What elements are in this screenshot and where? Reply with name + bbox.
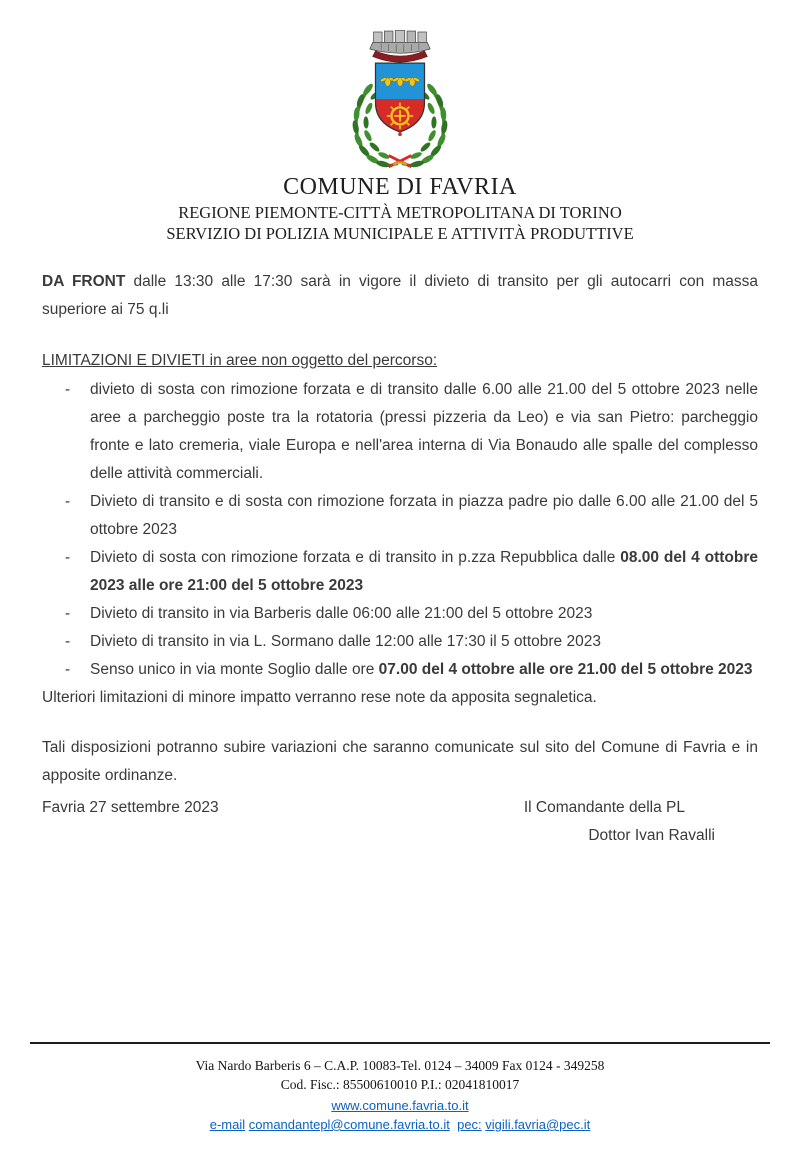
pec-label: pec:: [457, 1117, 482, 1132]
restrictions-list: [42, 376, 758, 684]
bullet-dash: -: [65, 605, 71, 622]
website-link[interactable]: www.comune.favria.to.it: [331, 1098, 469, 1113]
page-title: COMUNE DI FAVRIA: [283, 174, 517, 200]
signature-row: [42, 794, 758, 822]
paragraph-lead-bold: DA FRONT: [42, 273, 126, 290]
document-header: [0, 0, 800, 244]
footer-fiscal-codes: Cod. Fisc.: 85500610010 P.I.: 02041810017: [280, 1077, 520, 1092]
bullet-dash: -: [65, 381, 71, 398]
footer-address: Via Nardo Barberis 6 – C.A.P. 10083-Tel. 0124 – 34009 Fax 0124 - 349258: [195, 1058, 605, 1073]
list-item: - Divieto di transito in via Barberis dalle 06:00 alle 21:00 del 5 ottobre 2023: [42, 600, 758, 628]
footer-website-line: [0, 1097, 800, 1115]
paragraph-truck-ban-text: dalle 13:30 alle 17:30 sarà in vigore il divieto di transito per gli autocarri con massa superiore ai 75 q.li: [42, 273, 758, 318]
list-item: - Divieto di sosta con rimozione forzata e di transito in p.zza Repubblica dalle 08.00 del 4 ottobre 2023 alle ore 21:00 del 5 ottobre 2023: [42, 544, 758, 600]
signature-name: Dottor Ivan Ravalli: [588, 827, 715, 844]
paragraph-additional-limitations: Ulteriori limitazioni di minore impatto verranno rese note da apposita segnaletica.: [42, 689, 597, 706]
date-line: Favria 27 settembre 2023: [42, 799, 219, 816]
email-link[interactable]: comandantepl@comune.favria.to.it: [248, 1117, 450, 1132]
footer-email-line: [0, 1116, 800, 1134]
bullet-dash: -: [65, 549, 71, 566]
signature-role: Il Comandante della PL: [523, 799, 685, 816]
list-item: - Senso unico in via monte Soglio dalle ore 07.00 del 4 ottobre alle ore 21.00 del 5 ottobre 2023: [42, 656, 758, 684]
list-item: - Divieto di transito in via L. Sormano dalle 12:00 alle 17:30 il 5 ottobre 2023: [42, 628, 758, 656]
paragraph-truck-ban: [42, 268, 758, 324]
paragraph-variations-notice: Tali disposizioni potranno subire variazioni che saranno comunicate sul sito del Comune di Favria e in apposite ordinanze.: [42, 739, 758, 784]
bullet-dash: -: [65, 633, 71, 650]
document-body: [0, 268, 800, 850]
section-heading-limitations: LIMITAZIONI E DIVIETI in aree non oggetto del percorso:: [42, 352, 438, 369]
comune-favria-coat-of-arms-icon: [334, 24, 466, 172]
pec-link[interactable]: vigili.favria@pec.it: [485, 1117, 591, 1132]
email-label: e-mail: [209, 1117, 246, 1132]
bullet-dash: -: [65, 661, 71, 678]
header-subtitle-region: REGIONE PIEMONTE-CITTÀ METROPOLITANA DI TORINO: [178, 203, 622, 222]
list-item: - divieto di sosta con rimozione forzata e di transito dalle 6.00 alle 21.00 del 5 ottobre 2023 nelle aree a parcheggio poste tra la rotatoria (pressi pizzeria da Leo) e via san Pietro: parcheggio fronte e lato cremeria, viale Europa e nell'area interna di Via Bonaudo alle spalle del complesso delle attività commerciali.: [42, 376, 758, 488]
document-footer: [0, 1042, 800, 1166]
bullet-dash: -: [65, 493, 71, 510]
footer-divider: [30, 1042, 770, 1044]
header-subtitle-service: SERVIZIO DI POLIZIA MUNICIPALE E ATTIVITÀ PRODUTTIVE: [166, 224, 634, 243]
list-item: - Divieto di transito e di sosta con rimozione forzata in piazza padre pio dalle 6.00 alle 21.00 del 5 ottobre 2023: [42, 488, 758, 544]
